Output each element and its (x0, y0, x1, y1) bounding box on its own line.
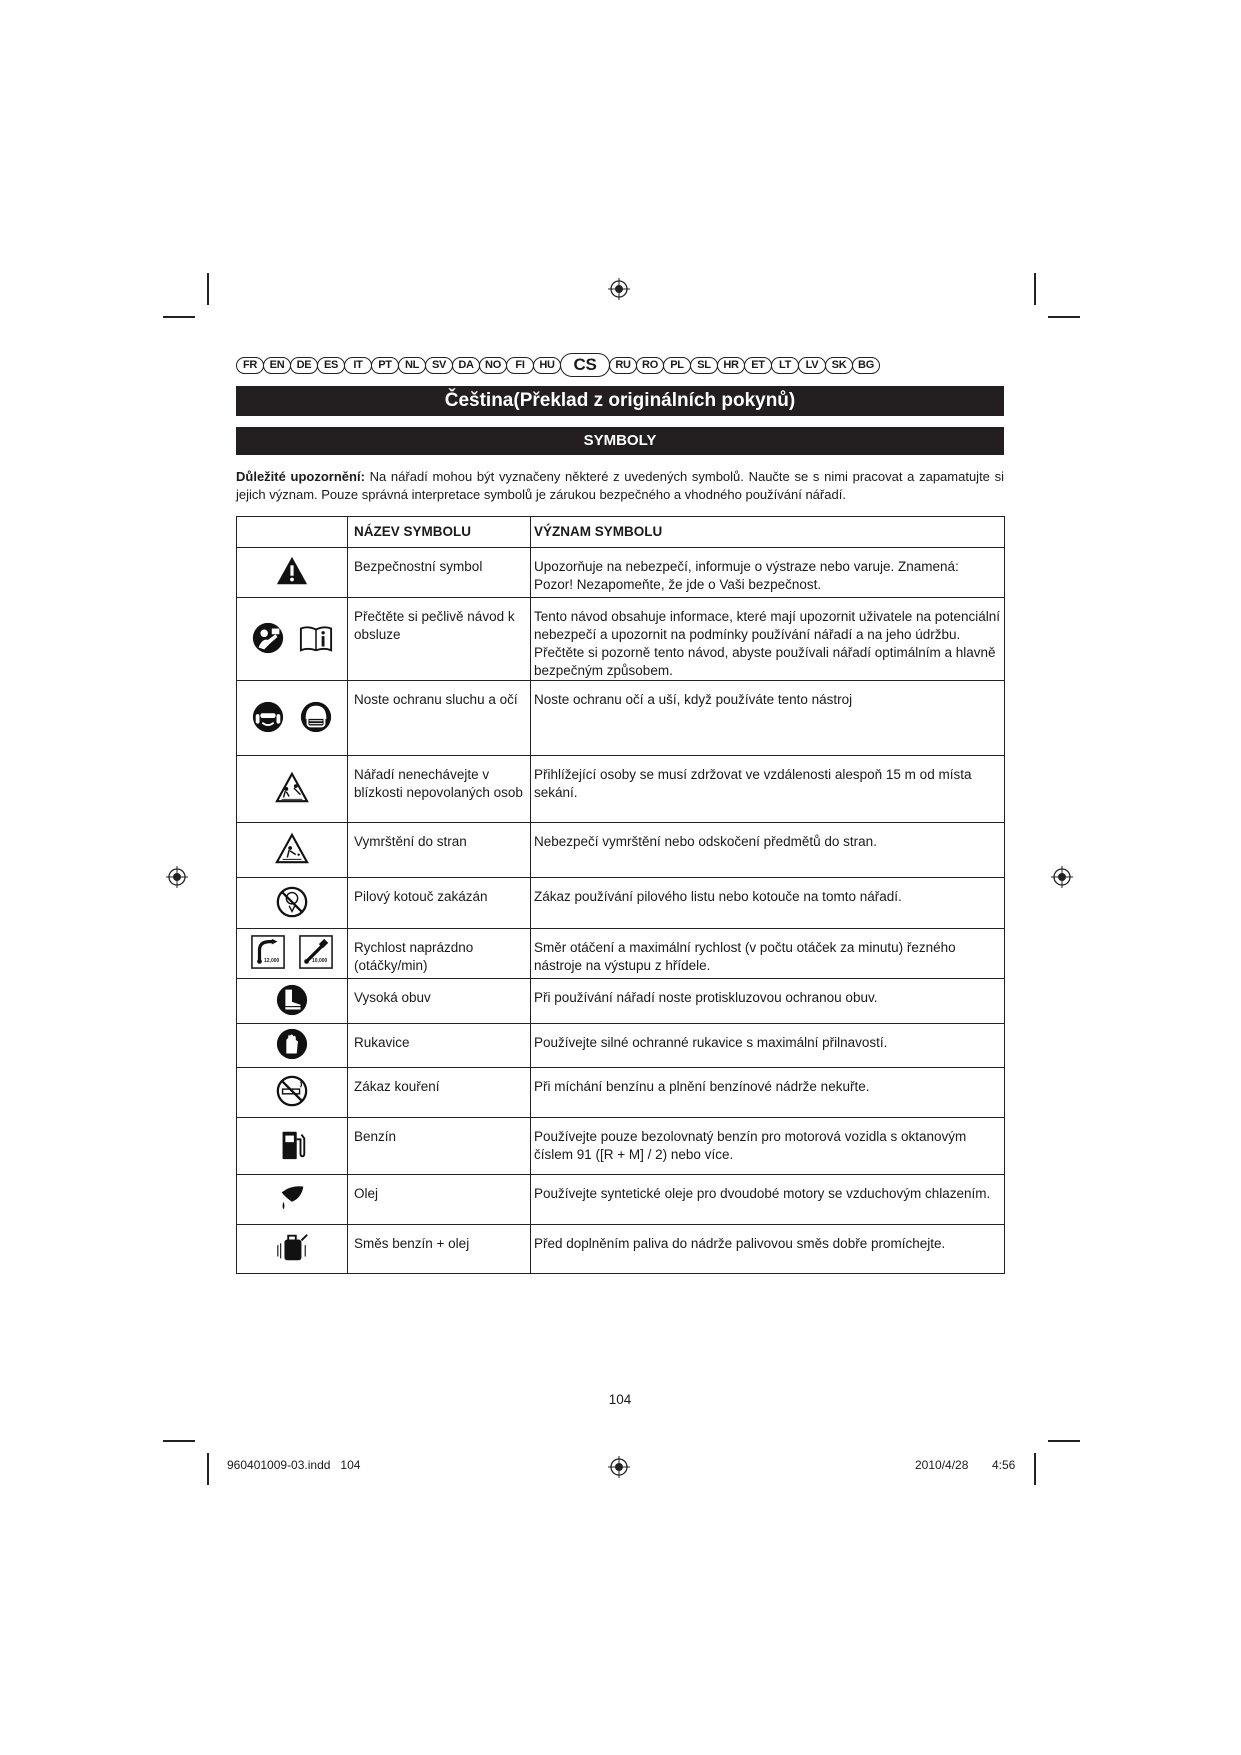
ear-eye-protection-icon (251, 700, 285, 734)
symbol-name: Vymrštění do stran (348, 823, 531, 878)
symbol-meaning: Při míchání benzínu a plnění benzínové nádrže nekuřte. (531, 1068, 1005, 1118)
crop-mark (1048, 1440, 1080, 1442)
symbol-name: Vysoká obuv (348, 979, 531, 1024)
lang-tab-ru: RU (609, 357, 637, 374)
crop-mark (207, 1453, 209, 1485)
table-row (237, 1118, 1005, 1175)
symbol-cell (237, 1068, 348, 1118)
table-row (237, 756, 1005, 823)
symbol-name: Olej (348, 1175, 531, 1225)
footer-file: 960401009-03.indd 104 (227, 1458, 361, 1472)
lang-tab-en: EN (263, 357, 291, 374)
symbol-cell (237, 1118, 348, 1175)
symbol-meaning: Přihlížející osoby se musí zdržovat ve vzdálenosti alespoň 15 m od místa sekání. (531, 756, 1005, 823)
lang-tab-bg: BG (852, 357, 880, 374)
lang-tab-nl: NL (398, 357, 426, 374)
section-heading: SYMBOLY (236, 427, 1004, 455)
page-number: 104 (608, 1392, 632, 1407)
table-row (237, 823, 1005, 878)
speed-value: 10,000 (312, 958, 328, 964)
symbol-cell (237, 823, 348, 878)
crop-mark (163, 1440, 195, 1442)
fuel-pump-icon (275, 1128, 309, 1162)
symbol-name: Rychlost naprázdno (otáčky/min) (348, 929, 531, 979)
page-title: Čeština(Překlad z originálních pokynů) (236, 386, 1004, 416)
lang-tab-et: ET (744, 357, 772, 374)
symbols-table (236, 516, 1005, 1274)
lang-tab-no: NO (479, 357, 507, 374)
symbol-name: Bezpečnostní symbol (348, 548, 531, 598)
bystanders-distance-icon (275, 771, 309, 805)
no-saw-blade-icon (275, 885, 309, 919)
table-row (237, 598, 1005, 681)
symbol-meaning: Používejte silné ochranné rukavice s maximální přilnavostí. (531, 1024, 1005, 1068)
symbol-name: Směs benzín + olej (348, 1225, 531, 1274)
registration-mark-icon (166, 866, 188, 888)
symbol-cell (237, 681, 348, 756)
symbol-meaning: Při používání nářadí noste protiskluzovou ochranou obuv. (531, 979, 1005, 1024)
lang-tab-sk: SK (825, 357, 853, 374)
symbol-cell (237, 1225, 348, 1274)
info-book-icon (299, 621, 333, 655)
symbol-cell (237, 979, 348, 1024)
boots-icon (275, 983, 309, 1017)
symbol-name: Zákaz kouření (348, 1068, 531, 1118)
fuel-mix-can-icon (275, 1231, 309, 1265)
symbol-meaning: Noste ochranu očí a uší, když používáte tento nástroj (531, 681, 1005, 756)
symbol-meaning: Používejte syntetické oleje pro dvoudobé motory se vzduchovým chlazením. (531, 1175, 1005, 1225)
table-row (237, 681, 1005, 756)
symbol-cell (237, 878, 348, 929)
intro-text: Na nářadí mohou být vyznačeny některé z uvedených symbolů. Naučte se s nimi pracovat a zapamatujte si jejich význam. Pouze správná interpretace symbolů je zárukou bezpečného a vhodného používání nářadí. (236, 469, 1004, 502)
lang-tab-sv: SV (425, 357, 453, 374)
header-cell-meaning: VÝZNAM SYMBOLU (531, 517, 1005, 548)
speed-value: 12,000 (264, 958, 280, 964)
table-row (237, 1068, 1005, 1118)
table-row (237, 1225, 1005, 1274)
symbol-cell (237, 1024, 348, 1068)
table-row (237, 1175, 1005, 1225)
gloves-icon (275, 1027, 309, 1061)
symbol-name: Nářadí nenechávejte v blízkosti nepovolaných osob (348, 756, 531, 823)
intro-bold: Důležité upozornění: (236, 469, 365, 484)
lang-tab-de: DE (290, 357, 318, 374)
table-row (237, 979, 1005, 1024)
crop-mark (163, 316, 195, 318)
crop-mark (1034, 1453, 1036, 1485)
table-row (237, 1024, 1005, 1068)
footer-date: 2010/4/28 (915, 1458, 969, 1472)
table-row (237, 548, 1005, 598)
table-row (237, 878, 1005, 929)
registration-mark-icon (608, 278, 630, 300)
lang-tab-es: ES (317, 357, 345, 374)
header-cell-symbol (237, 517, 348, 548)
symbol-name: Rukavice (348, 1024, 531, 1068)
symbol-meaning: Tento návod obsahuje informace, které mají upozornit uživatele na potenciální nebezpečí a upozornit na podmínky používání nářadí a na jeho údržbu. Přečtěte si pozorně tento návod, abyste používali nářadí optimálním a hlavně bezpečným způsobem. (531, 598, 1005, 681)
crop-mark (207, 273, 209, 305)
table-header-row (237, 517, 1005, 548)
helmet-visor-icon (299, 700, 333, 734)
symbol-cell (237, 929, 348, 979)
lang-tab-fi: FI (506, 357, 534, 374)
lang-tab-cs: CS (560, 353, 610, 377)
header-cell-name: NÁZEV SYMBOLU (348, 517, 531, 548)
crop-mark (1048, 316, 1080, 318)
oil-drop-icon (275, 1181, 309, 1215)
lang-tab-fr: FR (236, 357, 264, 374)
lang-tab-da: DA (452, 357, 480, 374)
lang-tab-sl: SL (690, 357, 718, 374)
lang-tab-hu: HU (533, 357, 561, 374)
symbol-cell (237, 548, 348, 598)
warning-triangle-icon (275, 554, 309, 588)
symbol-name: Pilový kotouč zakázán (348, 878, 531, 929)
symbol-meaning: Nebezpečí vymrštění nebo odskočení předmětů do stran. (531, 823, 1005, 878)
table-row (237, 929, 1005, 979)
no-smoking-icon (275, 1074, 309, 1108)
symbol-meaning: Před doplněním paliva do nádrže palivovou směs dobře promíchejte. (531, 1225, 1005, 1274)
lang-tab-hr: HR (717, 357, 745, 374)
lang-tab-pt: PT (371, 357, 399, 374)
intro-paragraph (236, 468, 1004, 504)
thrown-objects-icon (275, 832, 309, 866)
symbol-cell (237, 756, 348, 823)
symbol-name: Benzín (348, 1118, 531, 1175)
lang-tab-lt: LT (771, 357, 799, 374)
language-tabs (236, 353, 1004, 377)
symbol-cell (237, 598, 348, 681)
symbol-meaning: Směr otáčení a maximální rychlost (v počtu otáček za minutu) řezného nástroje na výstupu z hřídele. (531, 929, 1005, 979)
lang-tab-lv: LV (798, 357, 826, 374)
symbol-name: Noste ochranu sluchu a očí (348, 681, 531, 756)
symbol-meaning: Zákaz používání pilového listu nebo kotouče na tomto nářadí. (531, 878, 1005, 929)
symbol-meaning: Upozorňuje na nebezpečí, informuje o výstraze nebo varuje. Znamená: Pozor! Nezapomeňte, že jde o Vaši bezpečnost. (531, 548, 1005, 598)
read-manual-icon (251, 621, 285, 655)
registration-mark-icon (608, 1456, 630, 1478)
symbol-meaning: Používejte pouze bezolovnatý benzín pro motorová vozidla s oktanovým číslem 91 ([R + M] / 2) nebo více. (531, 1118, 1005, 1175)
lang-tab-ro: RO (636, 357, 664, 374)
lang-tab-it: IT (344, 357, 372, 374)
symbol-cell (237, 1175, 348, 1225)
registration-mark-icon (1051, 866, 1073, 888)
footer-time: 4:56 (992, 1458, 1016, 1472)
symbol-name: Přečtěte si pečlivě návod k obsluze (348, 598, 531, 681)
crop-mark (1034, 273, 1036, 305)
lang-tab-pl: PL (663, 357, 691, 374)
